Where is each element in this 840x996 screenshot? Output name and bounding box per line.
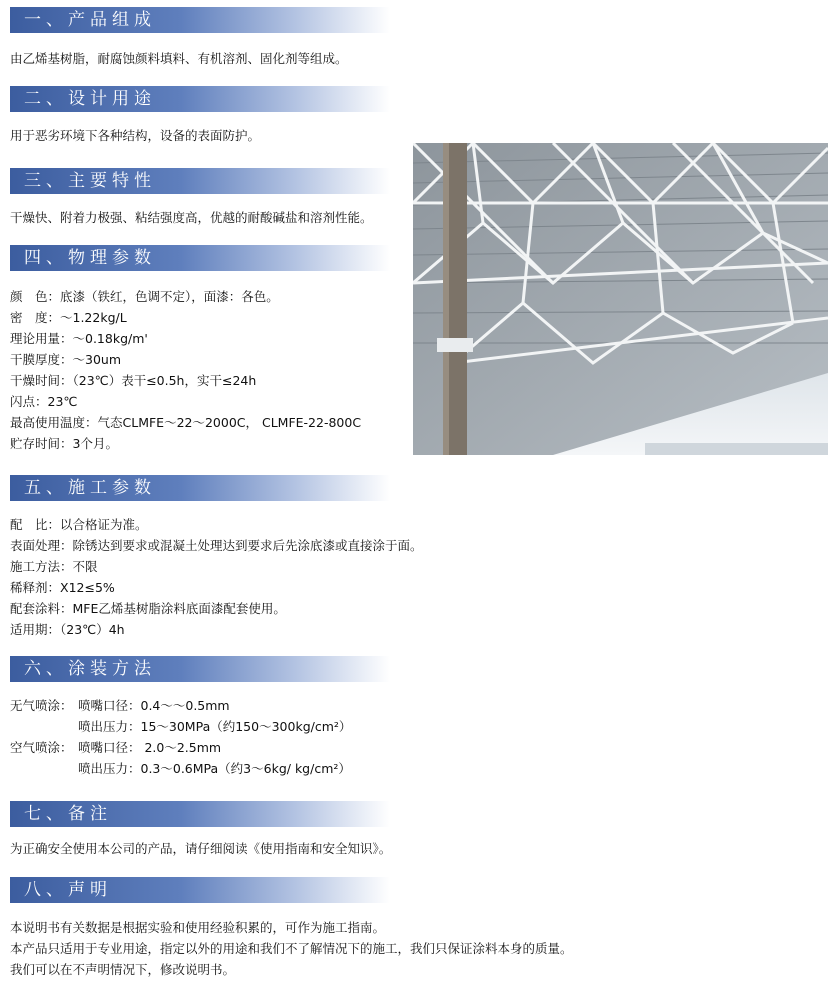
section-title: 三、主要特性 (24, 171, 156, 191)
spec-color: 颜 色：底漆（铁红，色调不定），面漆：各色。 (10, 289, 279, 304)
spray-spec: 喷出压力：15～30MPa（约150～300kg/cm²） (78, 719, 352, 734)
section-title: 八、声明 (24, 880, 112, 900)
section-header-remarks (10, 801, 390, 827)
spec-film-thickness: 干膜厚度：～30um (10, 352, 122, 367)
section-body-remarks (10, 838, 391, 859)
section-body-usage (10, 125, 260, 146)
param-thinner: 稀释剂：X12≤5% (10, 580, 115, 595)
section-body-features (10, 207, 373, 228)
section-header-statement (10, 877, 390, 903)
text-line: 本说明书有关数据是根据实验和使用经验积累的，可作为施工指南。 (10, 920, 386, 935)
text-line: 我们可以在不声明情况下，修改说明书。 (10, 962, 236, 977)
section-title: 四、物理参数 (24, 248, 156, 268)
spray-spec: 喷嘴口径：0.4～～0.5mm (78, 698, 230, 713)
section-header-features (10, 168, 390, 194)
spray-row (10, 758, 351, 779)
section-header-application (10, 475, 390, 501)
spec-max-temperature: 最高使用温度：气态CLMFE～22～2000C， CLMFE-22-800C (10, 415, 362, 430)
text-line: 为正确安全使用本公司的产品，请仔细阅读《使用指南和安全知识》。 (10, 841, 392, 856)
section-header-physical (10, 245, 390, 271)
spec-flash-point: 闪点：23℃ (10, 394, 78, 409)
param-matching-coating: 配套涂料：MFE乙烯基树脂涂料底面漆配套使用。 (10, 601, 286, 616)
spec-coverage: 理论用量：～0.18kg/m' (10, 331, 148, 346)
spec-density: 密 度：～1.22kg/L (10, 310, 127, 325)
param-method: 施工方法：不限 (10, 559, 98, 574)
section-body-statement (10, 917, 573, 980)
section-body-application (10, 514, 423, 640)
section-header-composition (10, 7, 390, 33)
spec-drying-time: 干燥时间：（23℃）表干≤0.5h，实干≤24h (10, 373, 257, 388)
section-body-composition (10, 48, 348, 69)
spray-spec: 喷出压力：0.3～0.6MPa（约3～6kg/ kg/cm²） (78, 761, 351, 776)
spec-storage-time: 贮存时间：3个月。 (10, 436, 118, 451)
spray-row (10, 716, 351, 737)
spray-method: 无气喷涂： (10, 698, 73, 713)
section-body-physical (10, 286, 361, 454)
section-title: 二、设计用途 (24, 89, 156, 109)
text-line: 本产品只适用于专业用途，指定以外的用途和我们不了解情况下的施工，我们只保证涂料本身的质量。 (10, 941, 573, 956)
spray-method: 空气喷涂： (10, 740, 73, 755)
section-title: 六、涂装方法 (24, 659, 156, 679)
param-surface-prep: 表面处理：除锈达到要求或混凝土处理达到要求后先涂底漆或直接涂于面。 (10, 538, 423, 553)
section-header-usage (10, 86, 390, 112)
steel-roof-structure-photo (413, 143, 828, 455)
section-title: 一、产品组成 (24, 10, 156, 30)
spray-spec: 喷嘴口径： 2.0～2.5mm (78, 740, 222, 755)
section-body-coating-method (10, 695, 351, 779)
param-mixing-ratio: 配 比：以合格证为准。 (10, 517, 148, 532)
spray-row (10, 695, 351, 716)
spray-row (10, 737, 351, 758)
section-title: 七、备注 (24, 804, 112, 824)
text-line: 用于恶劣环境下各种结构，设备的表面防护。 (10, 128, 261, 143)
param-pot-life: 适用期：（23℃）4h (10, 622, 125, 637)
text-line: 由乙烯基树脂，耐腐蚀颜料填料、有机溶剂、固化剂等组成。 (10, 51, 348, 66)
section-title: 五、施工参数 (24, 478, 156, 498)
section-header-coating-method (10, 656, 390, 682)
text-line: 干燥快、附着力极强、粘结强度高，优越的耐酸碱盐和溶剂性能。 (10, 210, 373, 225)
